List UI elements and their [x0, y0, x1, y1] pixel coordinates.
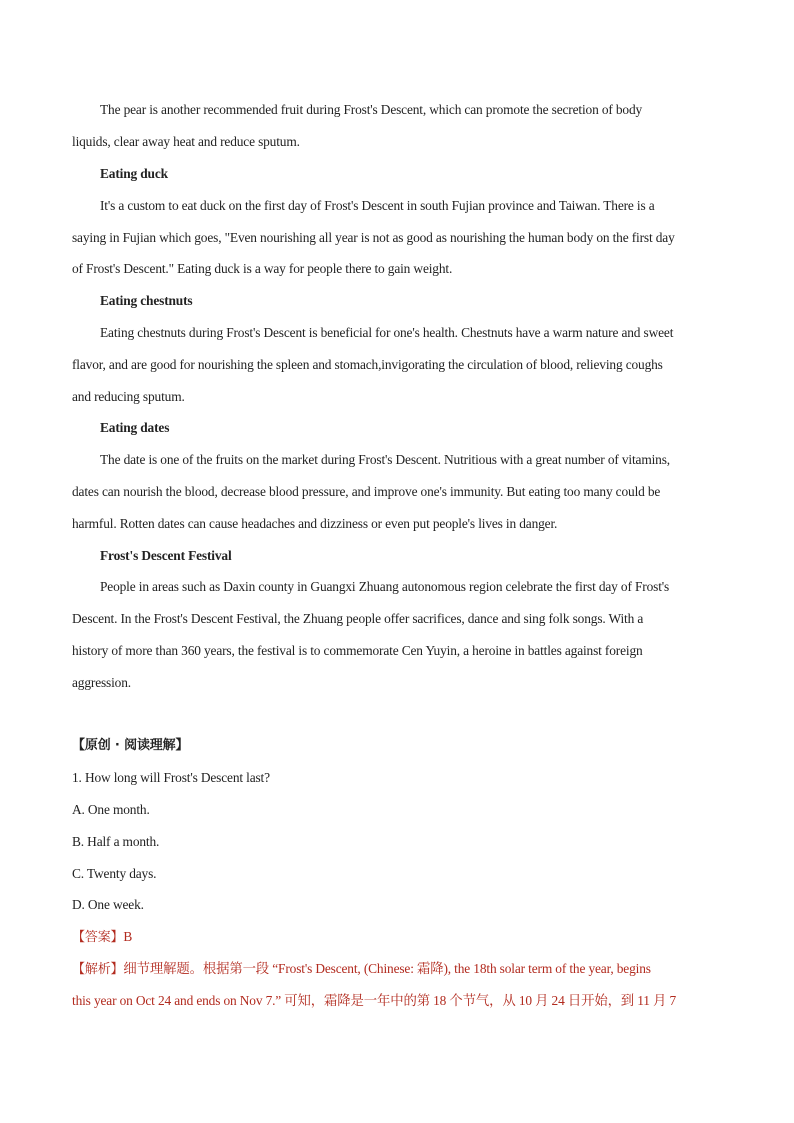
dates-paragraph-line-3: harmful. Rotten dates can cause headaches and dizziness or even put people's lives in danger.	[72, 516, 558, 531]
chestnuts-paragraph-line-3: and reducing sputum.	[72, 389, 185, 404]
option-a: A. One month.	[72, 802, 150, 817]
pear-paragraph-line-2: liquids, clear away heat and reduce sputum.	[72, 134, 300, 149]
dates-paragraph-line-1: The date is one of the fruits on the market during Frost's Descent. Nutritious with a great number of vitamins,	[100, 452, 670, 467]
question-text: 1. How long will Frost's Descent last?	[72, 770, 270, 785]
chestnuts-paragraph-line-1: Eating chestnuts during Frost's Descent is beneficial for one's health. Chestnuts have a warm nature and sweet	[100, 325, 674, 340]
festival-paragraph-line-3: history of more than 360 years, the festival is to commemorate Cen Yuyin, a heroine in battles against foreign	[72, 643, 643, 658]
section-heading-festival: Frost's Descent Festival	[100, 548, 232, 563]
section-heading-duck: Eating duck	[100, 166, 168, 181]
analysis-line-1	[72, 959, 732, 980]
analysis-tag: 【解析】	[72, 962, 124, 977]
pear-paragraph-line-1: The pear is another recommended fruit during Frost's Descent, which can promote the secretion of body	[100, 102, 643, 117]
festival-paragraph-line-4: aggression.	[72, 675, 131, 690]
answer-line	[72, 927, 732, 948]
dates-paragraph-line-2: dates can nourish the blood, decrease blood pressure, and improve one's immunity. But eating too many could be	[72, 484, 661, 499]
option-d: D. One week.	[72, 897, 144, 912]
answer-tag: 【答案】	[72, 930, 124, 945]
duck-paragraph-line-1: It's a custom to eat duck on the first day of Frost's Descent in south Fujian province and Taiwan. There is a	[100, 198, 655, 213]
duck-paragraph-line-3: of Frost's Descent." Eating duck is a way for people there to gain weight.	[72, 261, 453, 276]
duck-paragraph-line-2: saying in Fujian which goes, "Even nourishing all year is not as good as nourishing the human body on the first day	[72, 230, 675, 245]
festival-paragraph-line-1: People in areas such as Daxin county in Guangxi Zhuang autonomous region celebrate the first day of Frost's	[100, 579, 670, 594]
section-heading-chestnuts: Eating chestnuts	[100, 293, 193, 308]
answer-value: B	[123, 929, 133, 944]
option-b: B. Half a month.	[72, 834, 160, 849]
analysis-text-1: 细节理解题。根据第一段 “Frost's Descent, (Chinese: 霜降), the 18th solar term of the year, begins	[123, 961, 651, 976]
question-section-label: 【原创 · 阅读理解】	[72, 738, 189, 753]
option-c: C. Twenty days.	[72, 866, 157, 881]
analysis-line-2: this year on Oct 24 and ends on Nov 7.” 可知，霜降是一年中的第 18 个节气，从 10 月 24 日开始，到 11 月 7	[72, 993, 677, 1008]
festival-paragraph-line-2: Descent. In the Frost's Descent Festival, the Zhuang people offer sacrifices, dance and sing folk songs. With a	[72, 611, 644, 626]
chestnuts-paragraph-line-2: flavor, and are good for nourishing the spleen and stomach,invigorating the circulation of blood, relieving coughs	[72, 357, 663, 372]
section-heading-dates: Eating dates	[100, 420, 170, 435]
